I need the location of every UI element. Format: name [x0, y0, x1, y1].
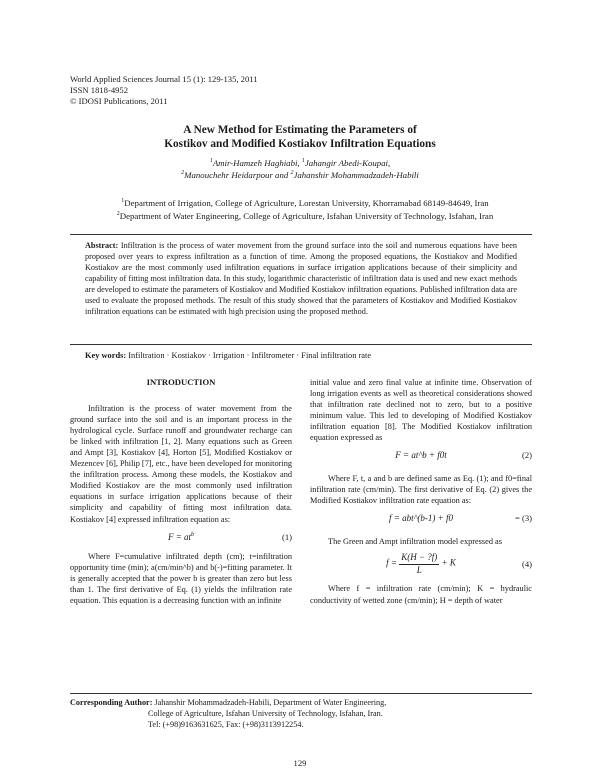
- journal-issn: ISSN 1818-4952: [70, 85, 129, 96]
- equation-4-numerator: K(H − ?f): [399, 552, 439, 564]
- author-3-affil: 2: [181, 170, 185, 177]
- equation-2-body: F = at^b + f0t: [395, 450, 447, 461]
- paper-title: [60, 123, 540, 151]
- author-4-affil: 2: [290, 170, 294, 177]
- page-number: 129: [293, 758, 307, 768]
- equation-4: [310, 547, 532, 583]
- author-4: Jahanshir Mohammadzadeh-Habili: [293, 170, 419, 180]
- equation-3-body: f = abt^(b-1) + f0: [389, 513, 453, 524]
- corresponding-author: [70, 697, 540, 730]
- intro-paragraph-1: Infiltration is the process of water movement from the ground surface into the soil and is an important process in the hydrological cycle. Surface runoff and groundwater recharge can be linked with infiltration [1, 2]. Many equations such as Green and Ampt [3], Kostiakov [4], Horton [5], Modified Kostiakov or Mezencev [6], Philip [7], etc., have been developed for monitoring the infiltration process. Among these models, the Kostiakov and Modified Kostiakov are the most commonly used infiltration equations in surface irrigation applications because of their simplicity and capability of fitting most infiltration data. Kostiakov [4] expressed infiltration equation as:: [70, 404, 292, 524]
- right-paragraph-2: Where F, t, a and b are defined same as Eq. (1); and f0=final infiltration rate (cm/min). The first derivative of Eq. (2) gives the Modified Kostiakov infiltration rate equation as:: [310, 474, 532, 506]
- right-paragraph-4: Where f = infiltration rate (cm/min); K = hydraulic conductivity of wetted zone (cm/min); H = depth of water: [310, 584, 532, 605]
- author-3: Manouchehr Heidarpour and: [184, 170, 291, 180]
- equation-4-rhs: + K: [441, 558, 456, 569]
- equation-3: [310, 506, 532, 536]
- equation-1: [70, 525, 292, 551]
- equation-3-number: = (3): [514, 513, 532, 524]
- equation-1-lhs: F = at: [167, 531, 192, 542]
- right-column: [310, 377, 532, 606]
- affiliation-2: Department of Water Engineering, College of Agriculture, Isfahan University of Technology, Isfahan, Iran: [119, 211, 494, 221]
- equation-4-fraction: [399, 552, 439, 575]
- abstract-label: Abstract:: [85, 241, 119, 250]
- keywords: [85, 350, 525, 361]
- affiliation-1-mark: 1: [121, 198, 125, 205]
- abstract: [85, 240, 517, 317]
- author-2: Jahangir Abedi-Koupai,: [304, 158, 391, 168]
- abstract-text: Infiltration is the process of water movement from the ground surface into the soil and numerous equations have been proposed over years to express infiltration as a function of time. Among the proposed equations, the Kostiakov and Modified Kostiakov are the most commonly used infiltration equations in surface irrigation applications because of their simplicity and capability of fitting most infiltration data. In this study, logarithmic characteristic of infiltration data is used and new exact methods are developed to estimate the parameters of Kostiakov and Modified Kostiakov infiltration equations. Published infiltration data are used to evaluate the proposed methods. The result of this study showed that the parameters of Kostiakov and Modified Kostiakov infiltration equations can be estimated with high precision using the proposed method.: [85, 241, 517, 317]
- equation-4-number: (4): [521, 559, 532, 570]
- journal-citation: World Applied Sciences Journal 15 (1): 129-135, 2011: [70, 74, 258, 84]
- equation-1-number: (1): [281, 531, 292, 542]
- abstract-bottom-rule: [70, 344, 532, 345]
- title-line-1: A New Method for Estimating the Parameters of: [183, 124, 417, 136]
- left-column: [70, 377, 292, 606]
- corresponding-author-label: Corresponding Author:: [70, 698, 153, 707]
- right-paragraph-1: initial value and zero final value at infinite time. Observation of long irrigation events as well as theoretical considerations showed that infiltration rate declined not to zero, but to a positive minimum value. This led to developing of Modified Kostiakov infiltration equation [8]. The Modified Kostiakov infiltration equation expressed as: [310, 378, 532, 443]
- affiliation-1: Department of Irrigation, College of Agriculture, Lorestan University, Khorramabad 68149-84649, Iran: [124, 198, 489, 208]
- equation-4-denominator: L: [416, 564, 422, 575]
- section-heading-introduction: INTRODUCTION: [146, 377, 216, 387]
- footer-rule: [70, 693, 532, 694]
- corresponding-author-line-2: College of Agriculture, Isfahan University of Technology, Isfahan, Iran.: [148, 709, 383, 718]
- intro-paragraph-2: Where F=cumulative infiltrated depth (cm); t=infiltration opportunity time (min); a(cm/min^b) and b(-)=fitting parameter. It is generally accepted that the power b is greater than zero but less than 1. The first derivative of Eq. (1) yields the infiltration rate equation. This equation is a decreasing function with an infinite: [70, 551, 292, 605]
- equation-4-lhs: f =: [386, 558, 397, 569]
- author-2-affil: 1: [301, 158, 305, 165]
- title-line-2: Kostikov and Modified Kostiakov Infiltration Equations: [164, 138, 436, 150]
- abstract-top-rule: [70, 234, 532, 235]
- corresponding-author-line-1: Jahanshir Mohammadzadeh-Habili, Department of Water Engineering,: [154, 698, 387, 707]
- keywords-text: Infiltration · Kostiakov · Irrigation · Infiltrometer · Final infiltration rate: [128, 351, 372, 360]
- right-paragraph-3: The Green and Ampt infiltration model expressed as: [328, 537, 502, 547]
- author-1: Amir-Hamzeh Haghiabi,: [212, 158, 302, 168]
- equation-2: [310, 443, 532, 473]
- journal-copyright: © IDOSI Publications, 2011: [70, 96, 168, 107]
- equation-1-exponent: b: [191, 531, 195, 538]
- author-list: [60, 157, 540, 181]
- corresponding-author-line-3: Tel: (+98)9163631625, Fax: (+98)3113912254.: [148, 720, 304, 729]
- journal-header: [70, 74, 258, 108]
- equation-2-number: (2): [521, 450, 532, 461]
- author-1-affil: 1: [209, 158, 213, 165]
- keywords-label: Key words:: [85, 351, 127, 360]
- affiliations: [70, 197, 540, 223]
- affiliation-2-mark: 2: [116, 211, 120, 218]
